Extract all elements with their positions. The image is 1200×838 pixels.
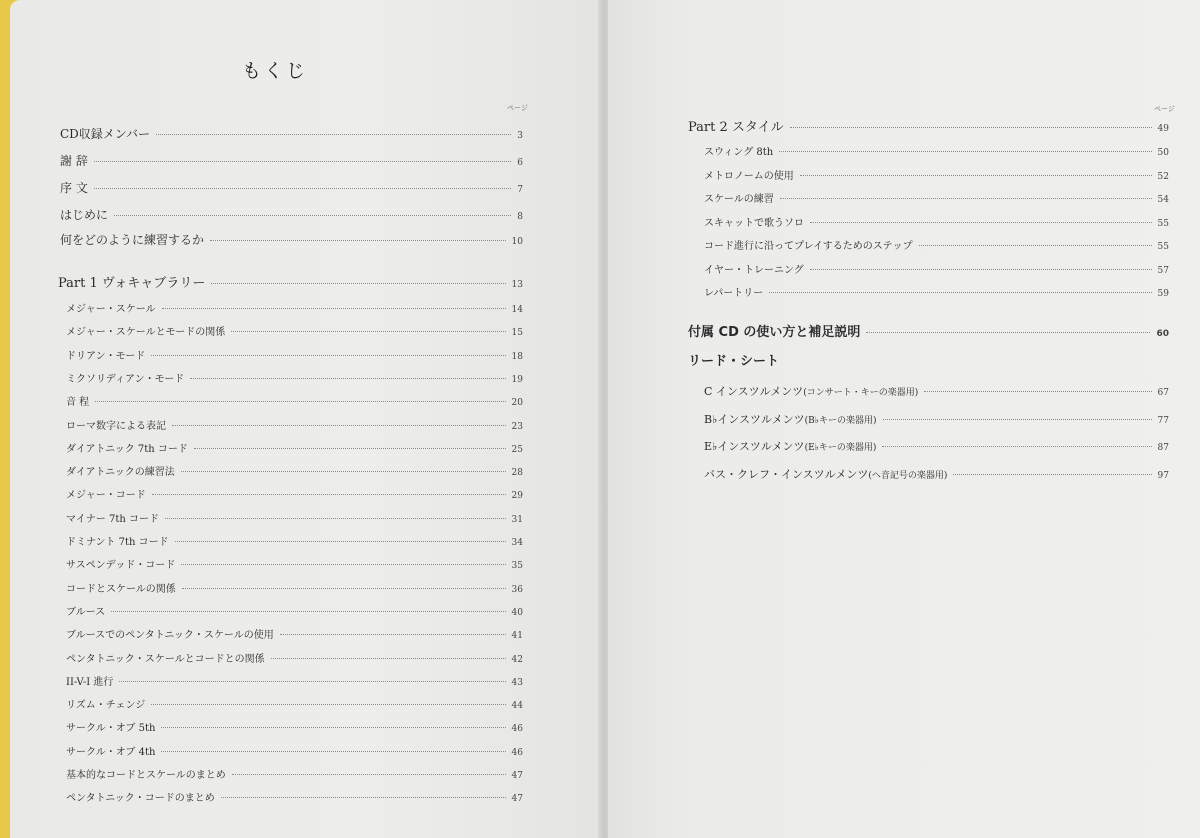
toc-entry-label: コード進行に沿ってプレイするためのステップ	[704, 241, 913, 252]
toc-entry	[66, 417, 523, 432]
leader-dots	[162, 308, 506, 309]
toc-entry-label: サークル・オブ 4th	[66, 746, 156, 758]
leader-dots	[800, 175, 1152, 176]
leader-dots	[119, 681, 505, 682]
leader-dots	[156, 134, 511, 135]
toc-entry-page: 42	[511, 654, 523, 665]
leader-dots	[232, 774, 506, 775]
toc-entry-page: 57	[1157, 265, 1169, 276]
toc-entry	[704, 190, 1169, 205]
leader-dots	[111, 611, 505, 612]
toc-entry	[66, 300, 523, 315]
leader-dots	[883, 419, 1152, 420]
toc-entry	[66, 673, 523, 688]
leader-dots	[280, 634, 506, 635]
toc-entry	[60, 231, 523, 248]
toc-entry-note: (E♭キーの楽器用)	[804, 443, 877, 453]
leader-dots	[790, 127, 1152, 128]
leader-dots	[175, 541, 506, 542]
toc-entry-label: 音 程	[66, 397, 90, 409]
page-column-header: ページ	[507, 104, 528, 112]
toc-entry	[66, 696, 523, 711]
leader-dots	[882, 446, 1151, 447]
toc-entry-page: 97	[1157, 470, 1169, 481]
toc-entry-label: レパートリー	[704, 288, 764, 299]
toc-entry-label: バス・クレフ・インスツルメンツ(ヘ音記号の楽器用)	[704, 467, 948, 481]
toc-entry-label: サスペンデッド・コード	[66, 560, 176, 572]
toc-entry	[66, 626, 523, 641]
toc-entry-page: 46	[511, 724, 523, 735]
toc-entry	[704, 284, 1169, 299]
toc-entry-label: スキャットで歌うソロ	[704, 217, 804, 229]
leader-dots	[151, 704, 505, 705]
toc-entry-label: B♭インスツルメンツ(B♭キーの楽器用)	[704, 412, 877, 426]
toc-entry-page: 44	[511, 701, 523, 712]
cd-usage-entry	[688, 321, 1169, 340]
toc-title: もくじ	[242, 60, 309, 82]
toc-entry	[60, 179, 523, 196]
toc-entry-page: 40	[511, 607, 523, 618]
toc-entry-page: 49	[1157, 124, 1169, 134]
toc-entry-page: 13	[511, 280, 523, 290]
toc-entry-page: 25	[511, 444, 523, 455]
toc-entry-page: 6	[517, 158, 523, 168]
toc-entry-page: 52	[1157, 171, 1169, 182]
toc-entry-page: 7	[517, 185, 523, 195]
toc-entry-label: II-V-I 進行	[66, 676, 114, 688]
toc-entry	[66, 789, 523, 804]
page-column-header-right: ページ	[1154, 105, 1175, 113]
leader-dots	[161, 751, 505, 752]
toc-entry	[704, 167, 1169, 182]
toc-entry-label: 基本的なコードとスケールのまとめ	[66, 770, 226, 781]
toc-entry-page: 10	[511, 237, 523, 247]
leader-dots	[152, 494, 506, 495]
toc-entry	[66, 603, 523, 618]
toc-entry-label: ブルース	[66, 606, 106, 618]
leader-dots	[194, 448, 506, 449]
toc-entry	[66, 370, 523, 385]
toc-entry	[704, 237, 1169, 252]
toc-entry-label: ミクソリディアン・モード	[66, 373, 185, 385]
toc-entry-page: 28	[511, 468, 523, 479]
leader-dots	[181, 471, 506, 472]
toc-entry-page: 14	[511, 305, 523, 315]
toc-entry-label: ローマ数字による表記	[66, 420, 166, 432]
toc-entry	[60, 206, 523, 223]
toc-entry-label: はじめに	[60, 208, 109, 222]
toc-entry-page: 67	[1157, 388, 1169, 398]
leader-dots	[780, 198, 1152, 199]
toc-entry	[66, 719, 523, 734]
toc-entry-label: ダイアトニックの練習法	[66, 467, 175, 479]
leader-dots	[231, 331, 505, 332]
left-page	[10, 0, 606, 838]
leader-dots	[221, 797, 506, 798]
lead-sheet-heading: リード・シート	[688, 354, 780, 369]
toc-entry-label: 付属 CD の使い方と補足説明	[688, 325, 861, 340]
toc-entry-page: 34	[511, 538, 523, 548]
part2-heading	[688, 116, 1169, 135]
toc-entry-label: 序 文	[60, 181, 88, 195]
toc-entry-label: マイナー 7th コード	[66, 513, 159, 525]
toc-entry-page: 87	[1157, 443, 1169, 453]
toc-entry-page: 55	[1157, 218, 1169, 229]
toc-entry-page: 54	[1157, 195, 1169, 205]
toc-entry-label: メジャー・スケールとモードの関係	[66, 327, 226, 339]
toc-entry	[66, 510, 523, 525]
toc-entry	[66, 347, 523, 362]
toc-entry	[60, 125, 523, 142]
toc-entry-label: ペンタトニック・コードのまとめ	[66, 793, 215, 805]
leader-dots	[151, 355, 505, 356]
lead-sheet-entry	[704, 411, 1169, 427]
toc-entry-page: 36	[511, 584, 523, 595]
toc-entry-note: (ヘ音記号の楽器用)	[868, 470, 948, 481]
toc-entry-label: ブルースでのペンタトニック・スケールの使用	[66, 630, 274, 642]
toc-entry-note: (コンサート・キーの楽器用)	[803, 388, 919, 398]
leader-dots	[810, 222, 1152, 223]
toc-entry-label: サークル・オブ 5th	[66, 723, 156, 735]
leader-dots	[953, 474, 1151, 475]
toc-entry-page: 18	[511, 351, 523, 362]
leader-dots	[182, 588, 506, 589]
toc-entry-label: 何をどのように練習するか	[60, 233, 205, 247]
toc-entry	[66, 463, 523, 478]
toc-entry-label: C インスツルメンツ(コンサート・キーの楽器用)	[704, 385, 919, 398]
toc-entry	[66, 766, 523, 781]
toc-entry-page: 19	[511, 374, 523, 385]
leader-dots	[181, 564, 505, 565]
toc-entry	[704, 143, 1169, 158]
toc-entry-label: メジャー・コード	[66, 490, 146, 502]
leader-dots	[924, 391, 1151, 392]
leader-dots	[271, 658, 506, 659]
toc-entry-label: コードとスケールの関係	[66, 583, 176, 595]
leader-dots	[95, 401, 505, 402]
toc-entry	[704, 214, 1169, 229]
toc-entry	[66, 580, 523, 595]
lead-sheet-entry	[704, 438, 1169, 454]
toc-entry-page: 29	[511, 491, 523, 502]
toc-entry-label: メジャー・スケール	[66, 304, 156, 315]
toc-entry	[66, 323, 523, 338]
toc-entry-page: 77	[1157, 415, 1169, 426]
toc-entry-label: ドミナント 7th コード	[66, 537, 169, 548]
toc-entry-page: 31	[511, 514, 523, 525]
leader-dots	[190, 378, 505, 379]
toc-entry-label: E♭インスツルメンツ(E♭キーの楽器用)	[704, 440, 877, 453]
leader-dots	[172, 425, 506, 426]
toc-entry-page: 47	[511, 794, 523, 805]
toc-entry-page: 43	[511, 677, 523, 688]
toc-entry-label: ドリアン・モード	[66, 350, 146, 362]
toc-entry	[704, 261, 1169, 276]
toc-entry	[66, 556, 523, 571]
toc-entry-page: 55	[1157, 242, 1169, 252]
leader-dots	[94, 161, 511, 162]
toc-entry-label: CD収録メンバー	[60, 127, 150, 141]
toc-entry-page: 20	[511, 398, 523, 409]
toc-entry-page: 35	[511, 561, 523, 572]
leader-dots	[94, 188, 511, 189]
leader-dots	[210, 240, 506, 241]
toc-entry-label: イヤー・トレーニング	[704, 264, 804, 276]
leader-dots	[114, 215, 511, 216]
part1-heading	[58, 272, 523, 291]
toc-entry-label: メトロノームの使用	[704, 170, 794, 182]
toc-entry-page: 50	[1157, 148, 1169, 158]
leader-dots	[866, 332, 1150, 333]
leader-dots	[810, 269, 1152, 270]
toc-entry-label: スウィング 8th	[704, 147, 774, 158]
leader-dots	[165, 518, 506, 519]
toc-entry	[66, 440, 523, 455]
toc-entry-page: 3	[517, 131, 523, 141]
toc-entry-label: ペンタトニック・スケールとコードとの関係	[66, 653, 265, 665]
toc-entry-page: 59	[1157, 289, 1169, 299]
leader-dots	[161, 727, 505, 728]
toc-entry-page: 47	[511, 771, 523, 781]
toc-entry	[66, 743, 523, 758]
toc-entry	[60, 152, 523, 169]
right-page	[608, 0, 1200, 838]
toc-entry-note: (B♭キーの楽器用)	[804, 415, 877, 426]
toc-entry-label: リズム・チェンジ	[66, 700, 146, 712]
leader-dots	[211, 283, 505, 284]
toc-entry	[66, 650, 523, 665]
lead-sheet-entry	[704, 383, 1169, 399]
toc-entry-page: 60	[1156, 329, 1169, 339]
lead-sheet-entry	[704, 466, 1169, 482]
toc-entry-label: Part 2 スタイル	[688, 120, 784, 135]
toc-entry-label: スケールの練習	[704, 194, 774, 205]
toc-entry-label: Part 1 ヴォキャブラリー	[58, 276, 206, 291]
toc-entry	[66, 486, 523, 501]
toc-entry-page: 23	[511, 421, 523, 432]
leader-dots	[779, 151, 1151, 152]
toc-entry-page: 15	[511, 328, 523, 339]
toc-entry-page: 46	[511, 747, 523, 758]
toc-entry-label: ダイアトニック 7th コード	[66, 443, 188, 455]
leader-dots	[769, 292, 1151, 293]
toc-entry-page: 8	[517, 212, 523, 222]
toc-entry-label: 謝 辞	[60, 154, 88, 168]
leader-dots	[919, 245, 1152, 246]
toc-entry	[66, 533, 523, 548]
toc-entry	[66, 393, 523, 408]
toc-entry-page: 41	[511, 631, 523, 642]
